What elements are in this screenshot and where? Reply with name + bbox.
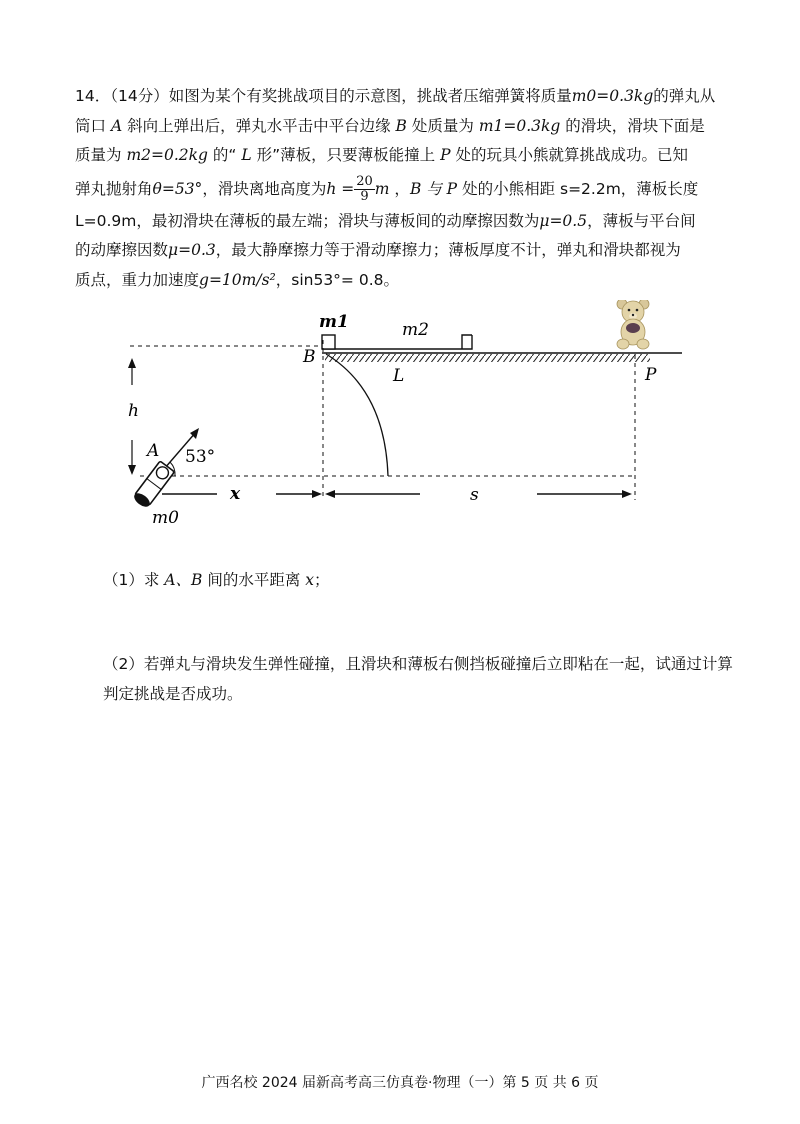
x-arrowhead	[312, 490, 322, 498]
points-B-P: B 与 P	[409, 179, 458, 198]
physics-diagram	[100, 300, 700, 540]
label-m2: m2	[402, 320, 429, 340]
text: ，最大静摩擦力等于滑动摩擦力；薄板厚度不计，弹丸和滑块都视为	[215, 241, 681, 259]
text: 的“	[212, 146, 237, 164]
fraction-numerator: 20	[356, 173, 373, 189]
text: 弹丸抛射角	[75, 179, 153, 198]
formula-theta: θ=53°	[152, 179, 203, 198]
text: 质量为	[75, 146, 122, 164]
formula-m1: m1=0.3kg	[478, 116, 561, 135]
question-2: （2）若弹丸与滑块发生弹性碰撞，且滑块和薄板右侧挡板碰撞后立即粘在一起，试通过计算判定挑战是否成功。	[103, 655, 733, 703]
label-L: L	[393, 366, 405, 386]
problem-statement	[75, 82, 740, 295]
problem-number: 14．	[75, 87, 111, 105]
point-B: B	[395, 116, 407, 135]
L-shape-letter: L	[241, 146, 252, 164]
formula-mu2: μ=0.3	[168, 241, 216, 259]
teddy-bear-icon	[617, 300, 649, 349]
text: 质点，重力加速度	[75, 270, 200, 289]
problem-line-2	[75, 112, 740, 142]
h-arrowhead-up	[128, 358, 136, 368]
text: 处质量为	[411, 116, 474, 135]
text: （1）求	[103, 571, 160, 589]
problem-line-7	[75, 266, 740, 296]
formula-mu1: μ=0.5	[539, 211, 588, 230]
launcher-tube-icon	[132, 461, 175, 509]
problem-line-1	[75, 82, 740, 112]
problem-line-6	[75, 236, 740, 266]
text: 筒口	[75, 116, 107, 135]
text: 的弹丸从	[653, 87, 716, 105]
variable-x: x	[305, 571, 315, 589]
text: 间的水平距离	[207, 571, 301, 589]
problem-points: （14分）	[110, 87, 169, 105]
text: L=0.9m，最初滑块在薄板的最左端；滑块与薄板间的动摩擦因数为	[75, 211, 540, 230]
text: 形”薄板，只要薄板能撞上	[256, 146, 436, 164]
fraction-h	[354, 175, 375, 204]
text: 斜向上弹出后，弹丸水平击中平台边缘	[127, 116, 391, 135]
formula-m0: m0=0.3kg	[571, 87, 654, 105]
label-m0: m0	[152, 508, 179, 528]
text: ，	[394, 179, 410, 198]
label-s: s	[470, 485, 479, 505]
formula-m2: m2=0.2kg	[126, 146, 208, 164]
problem-line-3	[75, 141, 740, 171]
text: 的滑块，滑块下面是	[565, 116, 705, 135]
s-arrowhead-left	[325, 490, 335, 498]
text: ；	[314, 571, 330, 589]
h-arrowhead-down	[128, 465, 136, 475]
platform-hatching	[325, 354, 650, 362]
label-B: B	[303, 347, 316, 367]
text: ，sin53°= 0.8。	[275, 270, 399, 289]
problem-line-4	[75, 171, 740, 207]
text: 的动摩擦因数	[75, 241, 169, 259]
unit-m: m	[374, 179, 390, 198]
trajectory-curve	[326, 354, 388, 476]
board-right-stop	[462, 335, 472, 349]
label-P: P	[645, 365, 657, 385]
s-arrowhead-right	[622, 490, 632, 498]
slider-block	[322, 335, 335, 349]
point-A: A	[110, 116, 123, 135]
points-A-B: A、B	[164, 571, 203, 589]
l-shaped-board	[322, 335, 472, 349]
formula-g: g=10m/s²	[199, 270, 276, 289]
label-h: h	[128, 401, 139, 421]
text: 处的玩具小熊就算挑战成功。已知	[455, 146, 688, 164]
problem-line-5	[75, 207, 740, 237]
label-angle: 53°	[185, 447, 216, 467]
label-x: x	[230, 484, 241, 504]
text: ，滑块离地高度为	[202, 179, 327, 198]
label-A: A	[147, 441, 160, 461]
fraction-denominator: 9	[360, 188, 369, 204]
text: 处的小熊相距 s=2.2m，薄板长度	[462, 179, 699, 198]
label-m1: m1	[319, 312, 349, 332]
formula-h: h =	[326, 179, 355, 198]
point-P: P	[440, 146, 451, 164]
page-footer: 广西名校 2024 届新高考高三仿真卷·物理（一）第 5 页 共 6 页	[201, 1075, 599, 1091]
text: 如图为某个有奖挑战项目的示意图，挑战者压缩弹簧将质量	[168, 87, 572, 105]
text: ，薄板与平台间	[587, 211, 696, 230]
question-1	[103, 566, 743, 596]
